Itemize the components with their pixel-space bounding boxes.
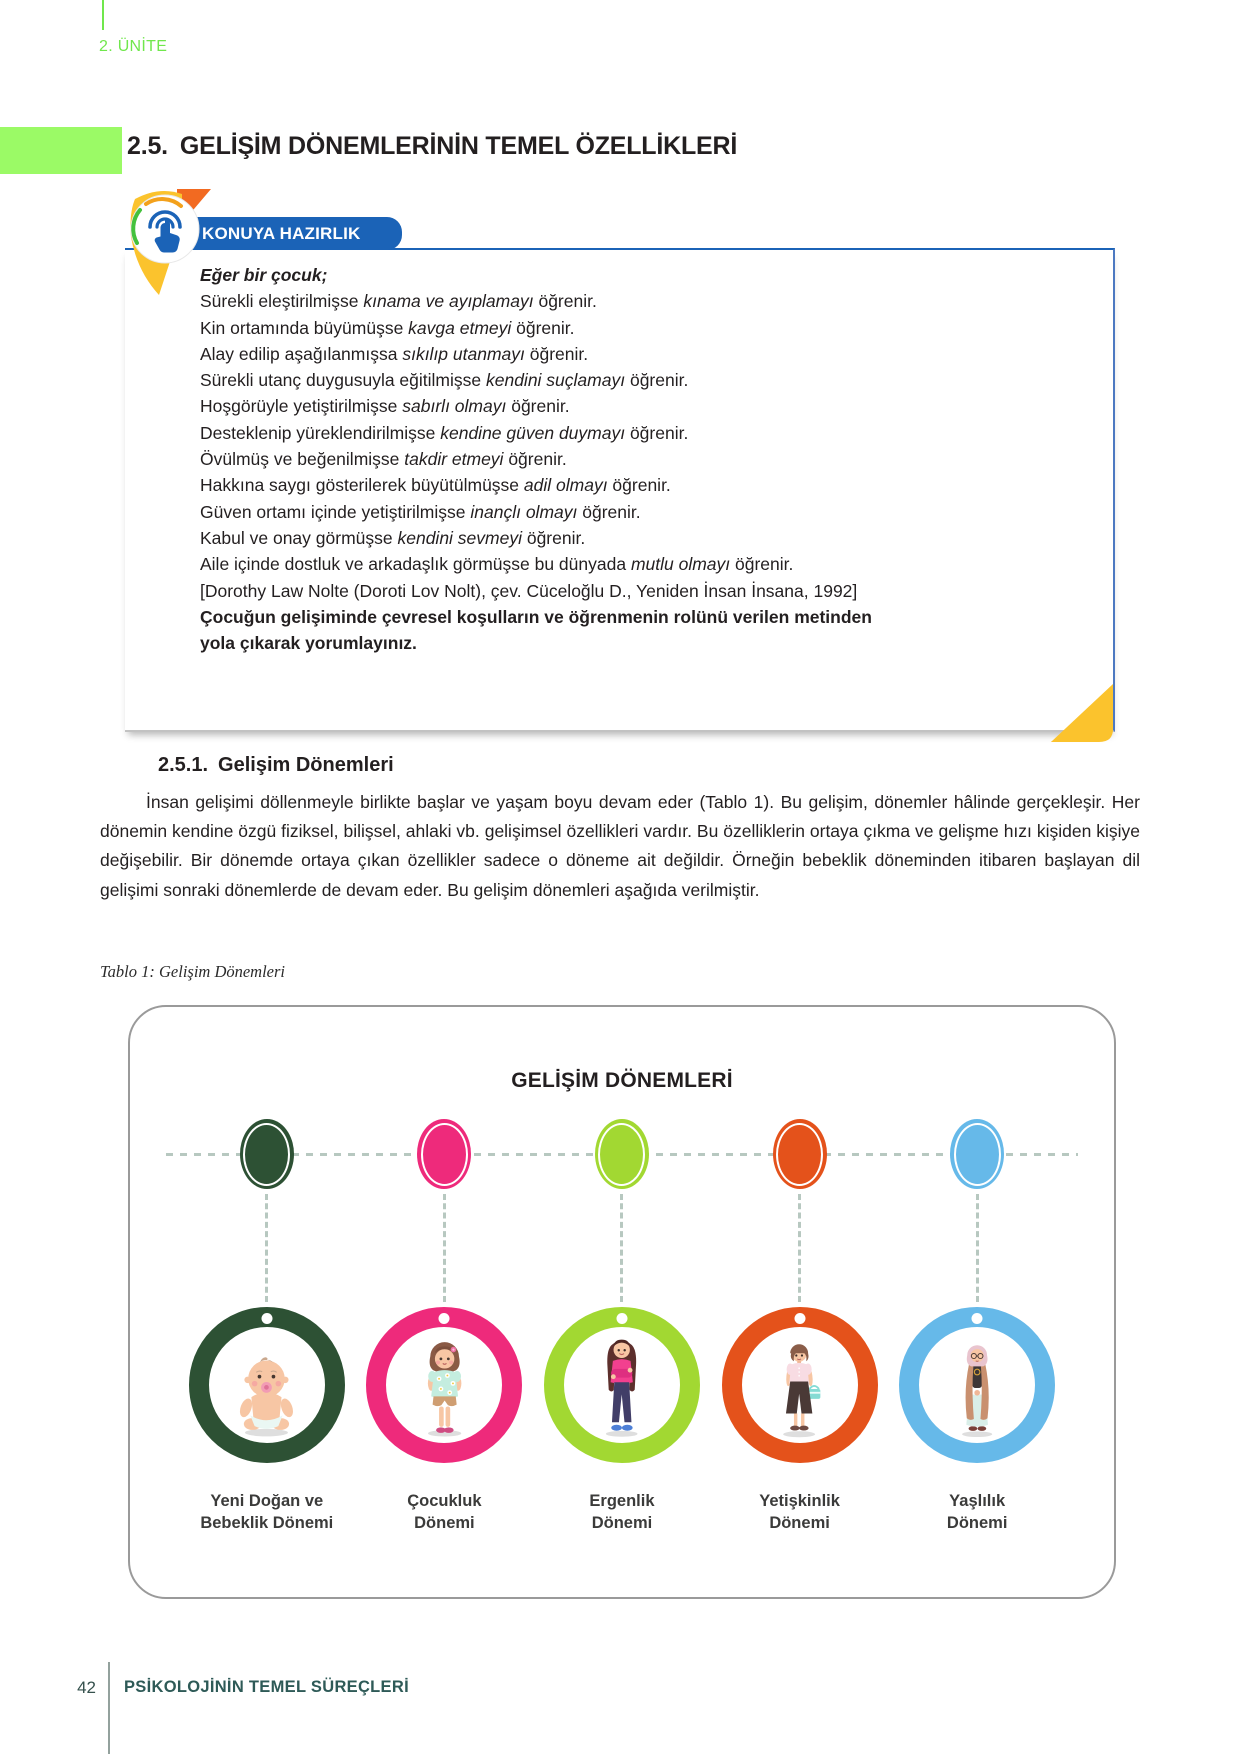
timeline-node-ring bbox=[421, 1123, 468, 1186]
footer-divider bbox=[108, 1662, 110, 1754]
hazirlik-question: Çocuğun gelişiminde çevresel koşulların ve öğrenmenin rolünü verilen metinden yola çıkarak yorumlayınız. bbox=[200, 606, 872, 654]
stage-label bbox=[589, 1491, 654, 1534]
hazirlik-source: [Dorothy Law Nolte (Doroti Lov Nolt), çev. Cüceloğlu D., Yeniden İnsan İnsana, 1992] bbox=[200, 580, 858, 601]
hazirlik-line bbox=[200, 525, 990, 551]
line-pre: Övülmüş ve beğenilmişse bbox=[200, 449, 405, 470]
dashed-connector bbox=[976, 1194, 979, 1302]
stage-ring bbox=[544, 1307, 700, 1463]
baby-figure bbox=[209, 1327, 325, 1443]
hazirlik-line bbox=[200, 420, 990, 446]
line-italic: kendini sevmeyi bbox=[397, 527, 522, 548]
touch-icon bbox=[119, 183, 211, 301]
stage-label-line: Dönemi bbox=[769, 1513, 830, 1532]
banner-label: KONUYA HAZIRLIK bbox=[202, 223, 361, 243]
line-pre: Hakkına saygı gösterilerek büyütülmüşse bbox=[200, 475, 524, 496]
line-post: öğrenir. bbox=[625, 422, 689, 443]
subsection-heading bbox=[158, 754, 394, 777]
stage-label-line: Yeni Doğan ve bbox=[210, 1492, 324, 1510]
stage-label bbox=[407, 1491, 481, 1534]
stage-label-line: Dönemi bbox=[591, 1513, 653, 1532]
stage-label-line: Dönemi bbox=[414, 1513, 475, 1532]
line-post: öğrenir. bbox=[521, 527, 586, 548]
timeline-node-ring bbox=[598, 1123, 645, 1186]
hazirlik-line bbox=[200, 367, 990, 393]
line-pre: Aile içinde dostluk ve arkadaşlık görmüşse bu dünyada bbox=[200, 554, 631, 575]
diagram-title: GELİŞİM DÖNEMLERİ bbox=[511, 1069, 733, 1092]
teen-figure bbox=[564, 1327, 680, 1443]
line-italic: inançlı olmayı bbox=[470, 501, 578, 522]
timeline-node bbox=[950, 1119, 1004, 1189]
ring-hole bbox=[794, 1313, 805, 1324]
line-pre: Alay edilip aşağılanmışsa bbox=[200, 343, 403, 364]
ring-hole bbox=[261, 1313, 272, 1324]
line-italic: kendine güven duymayı bbox=[440, 422, 626, 443]
konuya-hazirlik-banner bbox=[186, 217, 402, 250]
line-post: öğrenir. bbox=[625, 370, 689, 391]
line-post: öğrenir. bbox=[503, 449, 567, 470]
dashed-connector bbox=[798, 1194, 801, 1302]
line-italic: mutlu olmayı bbox=[630, 554, 731, 575]
line-pre: Hoşgörüyle yetiştirilmişse bbox=[200, 396, 403, 417]
hazirlik-line bbox=[200, 446, 990, 472]
subsection-number: 2.5.1. bbox=[158, 754, 209, 776]
dashed-connector bbox=[620, 1194, 623, 1302]
timeline-node bbox=[595, 1119, 649, 1189]
page-fold-decoration bbox=[1049, 684, 1115, 743]
stage-ring bbox=[722, 1307, 878, 1463]
stage-ring bbox=[366, 1307, 522, 1463]
stage-column bbox=[888, 1119, 1066, 1534]
ring-hole bbox=[439, 1313, 450, 1324]
table-caption: Tablo 1: Gelişim Dönemleri bbox=[100, 962, 286, 981]
page-number: 42 bbox=[77, 1678, 96, 1697]
ring-hole bbox=[616, 1313, 627, 1324]
line-pre: Desteklenip yüreklendirilmişse bbox=[200, 422, 441, 443]
dashed-connector bbox=[443, 1194, 446, 1302]
hazirlik-line bbox=[200, 341, 990, 367]
line-pre: Güven ortamı içinde yetiştirilmişse bbox=[200, 501, 471, 522]
timeline-node-ring bbox=[243, 1123, 290, 1186]
hazirlik-line bbox=[200, 288, 990, 314]
line-pre: Sürekli eleştirilmişse bbox=[200, 291, 364, 312]
timeline-node bbox=[773, 1119, 827, 1189]
line-pre: Kabul ve onay görmüşse bbox=[200, 527, 398, 548]
line-italic: takdir etmeyi bbox=[404, 449, 504, 470]
stage-label-line: Çocukluk bbox=[407, 1492, 482, 1510]
child-figure bbox=[386, 1327, 502, 1443]
stage-column bbox=[356, 1119, 534, 1534]
stage-ring bbox=[189, 1307, 345, 1463]
diagram-stages bbox=[178, 1119, 1066, 1534]
line-italic: kavga etmeyi bbox=[408, 317, 512, 338]
line-post: öğrenir. bbox=[577, 501, 641, 522]
line-post: öğrenir. bbox=[524, 343, 589, 364]
line-italic: kendini suçlamayı bbox=[485, 370, 626, 391]
line-post: öğrenir. bbox=[607, 475, 671, 496]
section-accent-bar bbox=[0, 127, 122, 174]
line-post: öğrenir. bbox=[506, 396, 570, 417]
stage-label bbox=[200, 1491, 333, 1534]
hazirlik-line bbox=[200, 472, 990, 498]
stage-label-line: Yaşlılık bbox=[949, 1492, 1006, 1510]
section-number: 2.5. bbox=[127, 132, 168, 160]
stage-label-line: Yetişkinlik bbox=[759, 1492, 840, 1510]
line-post: öğrenir. bbox=[730, 554, 794, 575]
hazirlik-line bbox=[200, 315, 990, 341]
hazirlik-line bbox=[200, 499, 990, 525]
stage-label-line: Bebeklik Dönemi bbox=[200, 1513, 334, 1532]
stage-label-line: Ergenlik bbox=[589, 1492, 655, 1510]
hazirlik-line bbox=[200, 393, 990, 419]
adult-figure bbox=[742, 1327, 858, 1443]
timeline-node bbox=[417, 1119, 471, 1189]
stage-column bbox=[533, 1119, 711, 1534]
elderly-figure bbox=[919, 1327, 1035, 1443]
line-post: öğrenir. bbox=[533, 291, 597, 312]
stage-column bbox=[178, 1119, 356, 1534]
hazirlik-lines bbox=[200, 288, 990, 577]
stage-label bbox=[947, 1491, 1008, 1534]
dashed-connector bbox=[265, 1194, 268, 1302]
unit-label: 2. ÜNİTE bbox=[99, 38, 168, 55]
subsection-title-text: Gelişim Dönemleri bbox=[218, 754, 394, 776]
stage-column bbox=[711, 1119, 889, 1534]
line-italic: adil olmayı bbox=[523, 475, 608, 496]
line-pre: Kin ortamında büyümüşse bbox=[200, 317, 409, 338]
stage-label bbox=[759, 1491, 840, 1534]
hazirlik-text-block bbox=[200, 262, 990, 656]
development-periods-diagram bbox=[128, 1005, 1116, 1599]
line-italic: sabırlı olmayı bbox=[402, 396, 507, 417]
hazirlik-line bbox=[200, 551, 990, 577]
timeline-node bbox=[240, 1119, 294, 1189]
line-italic: sıkılıp utanmayı bbox=[402, 343, 525, 364]
section-title-text: GELİŞİM DÖNEMLERİNİN TEMEL ÖZELLİKLERİ bbox=[179, 132, 738, 160]
timeline-node-ring bbox=[954, 1123, 1001, 1186]
timeline-node-ring bbox=[776, 1123, 823, 1186]
line-post: öğrenir. bbox=[511, 317, 575, 338]
footer-title: PSİKOLOJİNİN TEMEL SÜREÇLERİ bbox=[124, 1678, 409, 1696]
ring-hole bbox=[972, 1313, 983, 1324]
hazirlik-intro: Eğer bir çocuk; bbox=[200, 265, 328, 285]
stage-ring bbox=[899, 1307, 1055, 1463]
section-title bbox=[127, 132, 737, 161]
line-pre: Sürekli utanç duygusuyla eğitilmişse bbox=[200, 370, 486, 391]
stage-label-line: Dönemi bbox=[946, 1513, 1008, 1532]
unit-rule bbox=[102, 0, 104, 30]
body-paragraph: İnsan gelişimi döllenmeyle birlikte başlar ve yaşam boyu devam eder (Tablo 1). Bu gelişim, dönemler hâlinde gerçekleşir. Her dönemin kendine özgü fiziksel, bilişsel, ahlaki vb. gelişimsel özellikleri vardır. Bu özelliklerin ortaya çıkma ve gelişme hızı kişiden kişiye değişebilir. Bir dönemde ortaya çıkan özellikler sadece o döneme ait değildir. Örneğin bebeklik döneminden itibaren başlayan dil gelişimi sonraki dönemlerde de devam eder. Bu gelişim dönemleri aşağıda verilmiştir. bbox=[100, 792, 1140, 900]
line-italic: kınama ve ayıplamayı bbox=[363, 291, 534, 312]
